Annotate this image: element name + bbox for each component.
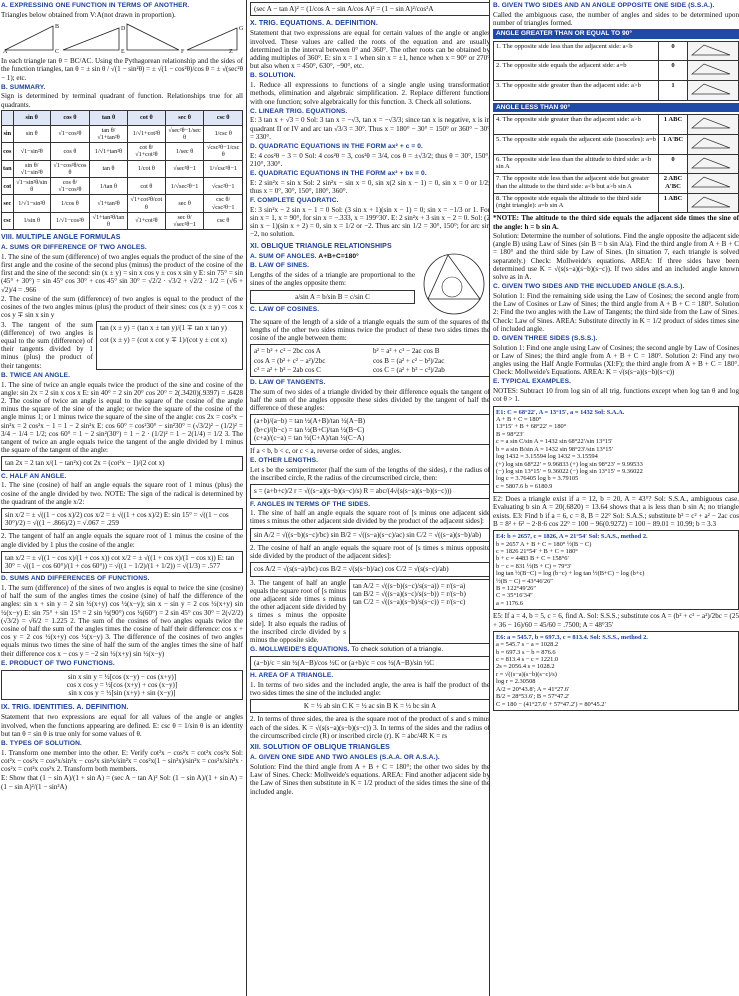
table-row <box>2 177 243 194</box>
table-row <box>494 115 739 135</box>
formula: b² = a² + c² − 2ac cos B <box>373 347 440 356</box>
table-row <box>2 212 243 229</box>
case-figure <box>688 193 739 213</box>
product-formulas <box>1 670 243 701</box>
table-header-cell <box>2 110 14 125</box>
example-line: b = a sin B/sin A = 1432 sin 98°23′/sin 13°15′ <box>496 445 614 453</box>
table-header-cell: sin θ <box>13 110 50 125</box>
table-cell: √1−cos²θ/cos θ <box>50 160 89 177</box>
table-row <box>494 193 739 213</box>
section-text: If a < b, b < c, or c < a, reverse order of sides, angles. <box>250 447 402 456</box>
solution-count: 0 <box>659 41 688 61</box>
example-line: log 1432 = 3.15594 log 1432 = 3.15594 <box>496 453 598 461</box>
subsection-title <box>250 253 415 261</box>
case-description: 3. The opposite side greater than the adjacent side: a>b <box>494 81 659 101</box>
subsection-title: F. COMPLETE QUADRATIC. <box>250 197 339 205</box>
section-text: E2: Does a triangle exist if a = 12, b = 20, A = 43°? Sol: S.S.A., ambiguous case. Evaluating b sin A = 20(.6820) = 13.64 shows that a is less than b sin A; no triangle exists. E3: Find b if a = 6, c = 8, B = 22° Sol: S.A.S.; substitute b² = c² + a² − 2ac cos B = 8² + 6² − 2·8·6 cos 22° = 100 − 96(0.9272) = 100 − 89.01 = 10.99; b = 3.3 <box>493 495 739 528</box>
section-title: XII. SOLUTION OF OBLIQUE TRIANGLES <box>250 744 390 752</box>
subsection-title: B. GIVEN TWO SIDES AND AN ANGLE OPPOSITE ONE SIDE (S.S.A.). <box>493 2 715 9</box>
table-cell: cos θ/√1−cos²θ <box>50 177 89 194</box>
section-text: 1. The sine of twice an angle equals twice the product of the sine and cosine of the angle: sin 2x = 2 sin x cos x E: sin 40° = 2 sin 20° cos 20° = 2(.3420)(.9397) = .6428 2. The cosine of twice an angle is equal to the square of the cosine of the angle minus the square of the sine of the angle; or twice the square of the cosine of the angle minus 1; or 1 minus twice the square of the sine of the angle: cos 2x = cos²x − sin²x = 2 cos²x − 1 = 1 − 2 sin²x E: cos 60° = cos²30° − sin²30° = (√3/2)² − (1/2)² = 3/4 − 1/4 = 1/2; cos 60° = 1 − 2 sin²(30°) = 1 − 2 · (1/2)² = 1 − 2(1/4) = 1/2 3. The tangent of twice an angle equals twice the tangent of the angle divided by 1 minus the square of the tangent of the angle: <box>1 380 243 455</box>
section-text: 1. Reduce all expressions to functions of a single angle using transformation methods, elimination and algebraic simplification. 2. Replace different functions with one function; solve algebraically for this function. 3. Check all solutions. <box>250 81 490 106</box>
example-line: a = 1176.6 <box>496 599 523 607</box>
example-line: C = 35°16′34″ <box>496 592 533 600</box>
section-text: 2. The cosine of half an angle equals the square root of [s times s minus opposite side divided by the product of the adjacent sides]: <box>250 543 490 561</box>
case-description: 1. The opposite side less than the adjacent side: a<b <box>494 41 659 61</box>
table-cell: cos <box>2 143 14 160</box>
section-text: E: 2 sin²x = sin x Sol: 2 sin²x − sin x = 0, sin x(2 sin x − 1) = 0, sin x = 0 or 1/2; thus x = 0°, 30°, 150°, 180°, 360°. <box>250 178 490 195</box>
table-row <box>494 41 739 61</box>
example-e6 <box>493 631 739 711</box>
case-figure <box>688 41 739 61</box>
table-cell: csc θ <box>204 212 243 229</box>
table-cell: cot θ <box>127 177 165 194</box>
subsection-title: B. SOLUTION. <box>250 72 296 80</box>
section-text: 2. The cosine of the sum (difference) of two angles is equal to the product of the cosines of the two angles minus (plus) the product of their sines: cos (x ± y) = cos x cos y ∓ sin x sin y <box>1 294 243 320</box>
table-row <box>494 174 739 194</box>
table-cell: sec <box>2 195 14 212</box>
table-row <box>494 61 739 81</box>
formula: K = ½ ab sin C K = ½ ac sin B K = ½ bc sin A <box>250 699 490 713</box>
section-text: 3. The tangent of half an angle equals the square root of [s minus one adjacent side times s minus the other adjacent side divided by s times s minus the opposite side]. It also equals the radius of the inscribed circle divided by s minus the opposite side. <box>250 578 346 645</box>
section-text: E: 3 tan x + √3 = 0 Sol: 3 tan x = −√3, tan x = −√3/3; since tan x is negative, x is in quadrant II or IV and arc tan √3/3 = 30°. Thus x = 180° − 30° = 150° or 360° − 30° = 330°. <box>250 116 490 141</box>
example-line: (+) log sin 68°22′ = 9.96833 (+) log sin 98°23′ = 9.99533 <box>496 460 643 468</box>
example-header: E1: C = 68°22′, A = 13°15′, a = 1432 Sol: S.A.A. <box>496 408 625 416</box>
section-title <box>1 704 243 712</box>
formula: sin x cos y = ½[sin (x+y) + sin (x−y)] <box>68 689 176 697</box>
table-cell: cot θ/√1+cot²θ <box>127 143 165 160</box>
table-cell: sin θ/√1−sin²θ <box>13 160 50 177</box>
subsection-title: D. GIVEN THREE SIDES (S.S.S.). <box>493 334 598 342</box>
formula: (sec A − tan A)² = (1/cos A − sin A/cos A)² = (1 − sin A)²/cos²A <box>250 2 490 16</box>
section-text: E: 4 cos²θ − 3 = 0 Sol: 4 cos²θ = 3, cos²θ = 3/4, cos θ = ±√3/2; thus θ = 30°, 150°, 210°, 330°. <box>250 151 490 168</box>
tri-label: Z <box>229 48 233 55</box>
tri-label: C <box>55 48 60 55</box>
formula: a² = b² + c² − 2bc cos A <box>254 347 321 356</box>
subsection-title: E. QUADRATIC EQUATIONS IN THE FORM ax² + bx = 0. <box>250 170 427 178</box>
subsection-title-text: G. MOLLWEIDE'S EQUATIONS. <box>250 646 350 654</box>
section-text: 1. Transform one member into the other. E: Verify cot²x − cos²x = cot²x cos²x Sol: cot²x − cos²x = cos²x/sin²x − cos²x sin²x/sin²x = cos²x(1 − sin²x)/sin²x = cos²x/sin²x · cos²x = cot²x cos²x 2. Transform both members. <box>1 748 243 774</box>
function-triangles-diagram <box>1 20 244 55</box>
formula: c² = a² + b² − 2ab cos C <box>254 365 321 374</box>
subsection-title: F. ANGLES IN TERMS OF THE SIDES. <box>250 500 371 508</box>
solution-count: 1 ABC <box>659 115 688 135</box>
section-text: 2. In terms of three sides, the area is the square root of the product of s and s minus each of the sides. K = √(s(s−a)(s−b)(s−c)) 3. In terms of the sides and the radius of the circumscribed circle (R) or inscribed circle (r). K = abc/4R K = rs <box>250 715 490 740</box>
section-text: 1. The sine of half an angle equals the square root of [s minus one adjacent side times s minus the other adjacent side divided by the product of the adjacent sides]: <box>250 509 490 526</box>
example-line: a = 545.7 s − a = 1028.2 <box>496 641 559 649</box>
tri-label: F <box>181 48 185 55</box>
subsection-title: E. TYPICAL EXAMPLES. <box>493 378 572 386</box>
table-cell: 1/cos θ <box>50 195 89 212</box>
solution-count: 2 ABC A'BC <box>659 174 688 194</box>
example-line: log c = 3.76405 log b = 3.79105 <box>496 475 579 483</box>
case-figure <box>688 154 739 174</box>
subsection-title: D. SUMS AND DIFFERENCES OF FUNCTIONS. <box>1 575 150 583</box>
ambiguous-case-table-2 <box>493 114 739 213</box>
note-text: *NOTE: The altitude to the third side equals the adjacent side times the sine of the angle: h = b sin A. <box>493 214 739 231</box>
section-text: Let s be the semiperimeter (half the sum of the lengths of the sides), r the radius of the inscribed circle, R the radius of the circumscribed circle, then: <box>250 465 490 483</box>
table-cell: tan θ/√1+tan²θ <box>90 125 128 142</box>
section-text: Solution: Find the third angle from A + B + C = 180°; the other two sides by the Law of Sines. Check: Mollweide's equations. AREA: Find another adjacent side by the Law of Sines then substitute in K = 1/2 product of the sides times the sine of the included angle. <box>250 762 490 796</box>
example-lines <box>496 541 736 608</box>
section-text: In each triangle tan θ = BC/AC. Using the Pythagorean relationship and the sides of the function triangles, tan θ = ± sin θ / √(1 − sin²θ) = ± √(1 − cos²θ)/cos θ = ± √(sec²θ − 1); etc. <box>1 57 243 82</box>
case-figure <box>688 81 739 101</box>
solution-count: 1 <box>659 81 688 101</box>
column-2 <box>246 0 490 996</box>
example-lines <box>496 416 736 490</box>
table-cell: sin θ <box>13 125 50 142</box>
example-line: (−) log sin 13°15′ = 9.36022 (−) log sin 13°15′ = 9.36022 <box>496 467 643 475</box>
section-text: Statement that two expressions are equal for all values of the angle or angles involved, when the functions appearing are defined. E: csc θ = 1/sin θ is an identity but tan θ = sin θ is true only for some values of θ. <box>1 713 243 738</box>
table-row <box>2 143 243 160</box>
solution-count: 1 ABC <box>659 193 688 213</box>
case-figure <box>688 174 739 194</box>
example-lines <box>496 641 736 708</box>
table-row <box>494 134 739 154</box>
section-text: Called the ambiguous case, the number of angles and sides to be determined upon number of triangles formed. <box>493 10 739 27</box>
subsection-title: A. DEFINITION. <box>325 20 378 28</box>
table-cell: √1−sin²θ <box>13 143 50 160</box>
table-cell: √1+tan²θ <box>90 195 128 212</box>
ambiguous-case-table-1 <box>493 41 739 101</box>
table-cell: 1/sin θ <box>13 212 50 229</box>
circumscribed-triangle-diagram <box>418 251 490 317</box>
example-line: ½(B − C) = 43°46′26″ <box>496 577 553 585</box>
example-line: 2s = 2056.4 s = 1028.2 <box>496 663 555 671</box>
table-cell: √sec²θ−1 <box>165 160 204 177</box>
example-line: c = a sin C/sin A = 1432 sin 68°22′/sin 13°15′ <box>496 438 613 446</box>
table-cell: csc θ/√csc²θ−1 <box>204 195 243 212</box>
subsection-title: E. OTHER LENGTHS. <box>250 457 319 465</box>
example-line: c = 1826 21°54′ + B + C = 180° <box>496 547 578 555</box>
example-line: 13°15′ + B + 68°22′ = 180° <box>496 423 567 431</box>
table-header-cell: csc θ <box>204 110 243 125</box>
half-tangent-block <box>250 579 490 645</box>
table-cell: 1/√1+tan²θ <box>90 143 128 160</box>
section-text: 1. The sine of the sum (difference) of two angles equals the product of the sine of the first angle and the cosine of the second plus (minus) the product of the cosine of the first and the sine of the second: sin (x ± y) = sin x cos y ± cos x sin y E: sin 75° = sin (45° + 30°) = sin 45° cos 30° + cos 45° sin 30° = √2/2 · √3/2 + √2/2 · 1/2 = (√6 + √2)/4 = .966 <box>1 252 243 294</box>
section-text: 1. In terms of two sides and the included angle, the area is half the product of the two sides times the sine of the included angle: <box>250 680 490 697</box>
example-line: c = 5807.6 b = 6180.9 <box>496 482 553 490</box>
table-cell: 1/cot θ <box>127 160 165 177</box>
section-title: VIII. MULTIPLE ANGLE FORMULAS <box>1 234 121 242</box>
tri-label: E <box>121 48 125 55</box>
section-title-text: IX. TRIG. IDENTITIES. <box>1 704 75 712</box>
table-row <box>2 160 243 177</box>
table-cell: √1+cot²θ <box>127 212 165 229</box>
subsection-title: H. AREA OF A TRIANGLE. <box>250 672 334 680</box>
example-header: E6: a = 545.7, b = 697.3, c = 813.4. Sol: S.S.S., method 2. <box>496 633 648 641</box>
section-text: The sum of two sides of a triangle divided by their difference equals the tangent of half the sum of the angles opposite these sides divided by the tangent of half the difference of these angles: <box>250 387 490 413</box>
subsection-title: B. LAW OF SINES. <box>250 262 310 270</box>
tri-label: B <box>55 23 60 30</box>
column-1 <box>1 0 243 996</box>
example-line: C = 180 − (41°27.6′ + 57°47.2′) = 80°45.2′ <box>496 700 606 708</box>
table-row <box>2 195 243 212</box>
formula: cos A/2 = √(s(s−a)/bc) cos B/2 = √(s(s−b)/ac) cos C/2 = √(s(s−c)/ab) <box>250 562 490 576</box>
formula: sin x sin y = ½[cos (x−y) − cos (x+y)] <box>67 672 177 681</box>
table-cell: √sec²θ−1/sec θ <box>165 125 204 142</box>
formula: cos B = (a² + c² − b²)/2ac <box>373 356 445 365</box>
case-figure <box>688 61 739 81</box>
formula: tan A/2 = √((s−b)(s−c)/s(s−a)) = r/(s−a) <box>353 581 466 590</box>
formula: cot (x ± y) = (cot x cot y ∓ 1)/(cot y ± cot x) <box>99 335 227 344</box>
example-line: c = 813.4 s − c = 1221.0 <box>496 656 559 663</box>
table-row <box>2 125 243 142</box>
formula: tan 2x = 2 tan x/(1 − tan²x) cot 2x = (cot²x − 1)/(2 cot x) <box>1 456 243 470</box>
solution-count: 0 <box>659 154 688 174</box>
table-row <box>494 81 739 101</box>
subsection-title: B. TYPES OF SOLUTION. <box>1 739 82 747</box>
formula: cos x cos y = ½[cos (x+y) + cos (x−y)] <box>66 680 178 689</box>
table-header-cell: sec θ <box>165 110 204 125</box>
formula: cos C = (a² + b² − c²)/2ab <box>373 365 445 374</box>
table-cell: sin <box>2 125 14 142</box>
formula: (b+c)/(b−c) = tan ½(B+C)/tan ½(B−C) <box>254 425 365 434</box>
formula: tan (x ± y) = (tan x ± tan y)/(1 ∓ tan x tan y) <box>99 323 227 332</box>
section-text: Statement that two expressions are equal for certain values of the angle or angles involved. These values are called the roots of the equation and are usually determined in the interval between 0° and 360°. The other roots can be obtained by adding multiples of 360°. E: sin x = 1 when sin x = ±1, hence when x = 90° or 270° but also when x = 450°, 630°, −90°, etc. <box>250 29 490 71</box>
section-text: Solution 1: Find the remaining side using the Law of Cosines; the second angle from the Law of Cosines or Law of Sines; the third angle from A + B + C = 180°. Solution 2: Find the two angles with the Law of Tangents; the third side from the Law of Sines. Check: Law of Sines. AREA: Substitute directly in K = 1/2 product of sides times sine of included angle. <box>493 291 739 333</box>
table-cell: 1/csc θ <box>204 125 243 142</box>
formula: sin A/2 = √((s−b)(s−c)/bc) sin B/2 = √((s−a)(s−c)/ac) sin C/2 = √((s−a)(s−b)/ab) <box>250 528 490 542</box>
section-title-text: X. TRIG. EQUATIONS. <box>250 20 325 28</box>
example-line: b + c = 4483 B + C = 158°6′ <box>496 555 569 563</box>
case-description: 2. The opposite side equals the adjacent side: a=b <box>494 61 659 81</box>
section-text: 1. The sine (cosine) of half an angle equals the square root of 1 minus (plus) the cosine of the angle divided by two. NOTE: The sign of the radical is determined by the quadrant of the angle x/2: <box>1 481 243 506</box>
case-description: 5. The opposite side equals the adjacent side (isosceles): a=b <box>494 134 659 154</box>
tri-label: A <box>3 48 8 55</box>
subsection-title: C. LAW OF COSINES. <box>250 305 320 313</box>
example-line: log tan ½(B−C) = log (b−c) + log tan ½(B+C) − log (b+c) <box>496 570 645 578</box>
case-description: 4. The opposite side greater than the adjacent side: a>b <box>494 115 659 135</box>
example-line: B/2 = 28°53.6′; B = 57°47.2′ <box>496 693 570 701</box>
table-cell: √1−sin²θ/sin θ <box>13 177 50 194</box>
example-header: E4: b = 2657, c = 1826, A = 21°54′ Sol: S.A.S., method 2. <box>496 533 648 541</box>
section-text: NOTES: Subtract 10 from log sin of all trig. functions except when log tan θ and log cot θ > 1. <box>493 387 739 404</box>
section-text: Lengths of the sides of a triangle are proportional to the sines of the angles opposite them: <box>250 271 415 288</box>
section-text: 1. The sum (difference) of the sines of two angles is equal to twice the sine (cosine) of half the sum of the angles times the cosine (sine) of half the difference of the angles: sin x + sin y = 2 sin ½(x+y) cos ½(x−y); sin x − sin y = 2 cos ½(x+y) sin ½(x−y) E: sin 75° + sin 15° = 2 sin ½(90°) cos ½(60°) = 2 sin 45° cos 30° = 2(√2/2)(√3/2) = √6/2 = 1.225 2. The sum of the cosines of two angles equals twice the cosine of half the sum of the angles times the cosine of half their difference: cos x + cos y = 2 cos ½(x+y) cos ½(x−y) 3. The difference of the cosines of two angles equals minus two times the sine of half the sum of the angles times the sine of half their difference cos x − cos y = −2 sin ½(x+y) sin ½(x−y) <box>1 583 243 658</box>
case-description: 7. The opposite side less than the adjacent side but greater than the altitude to the third side: a<b but a>b sin A <box>494 174 659 194</box>
subsection-title: A. SUMS OR DIFFERENCE OF TWO ANGLES. <box>1 244 147 252</box>
table-cell: 1/√1−sin²θ <box>13 195 50 212</box>
table-header-cell: cot θ <box>127 110 165 125</box>
table-cell: √csc²θ−1/csc θ <box>204 143 243 160</box>
case-figure <box>688 115 739 135</box>
subsection-title: D. QUADRATIC EQUATIONS IN THE FORM ax² + c = 0. <box>250 143 423 151</box>
case-description: 6. The opposite side less than the altitude to third side: a<b sin A <box>494 154 659 174</box>
formula: cos A = (b² + c² − a²)/2bc <box>254 356 326 365</box>
solution-count: 0 <box>659 61 688 81</box>
subsection-title: C. LINEAR TRIG. EQUATIONS. <box>250 107 348 115</box>
table-cell: csc <box>2 212 14 229</box>
subsection-title: A. GIVEN ONE SIDE AND TWO ANGLES (S.A.A. OR A.S.A.). <box>250 754 440 762</box>
formula: A+B+C=180° <box>318 252 359 260</box>
table-cell: √1+cot²θ/cot θ <box>127 195 165 212</box>
example-e4 <box>493 530 739 610</box>
formula: tan x/2 = ± √((1 − cos x)/(1 + cos x)) cot x/2 = ± √((1 + cos x)/(1 − cos x)) E: tan 30° = √((1 − cos 60°)/(1 + cos 60°)) = √((1 − 1/2)/(1 + 1/2)) = √(1/3) = .577 <box>1 551 243 573</box>
subsection-title: B. TWICE AN ANGLE. <box>1 371 71 379</box>
section-text: 3. The tangent of the sum (difference) of two angles is equal to the sum (difference) of their tangents divided by 1 minus (plus) the product of their tangents: <box>1 320 93 370</box>
table-cell: 1/√1+cot²θ <box>127 125 165 142</box>
table-cell: tan <box>2 160 14 177</box>
example-line: A/2 = 20°43.8′; A = 41°27.6′ <box>496 685 570 693</box>
sum-of-angles-block <box>250 251 490 317</box>
solution-count: 1 A'BC <box>659 134 688 154</box>
example-line: b = 697.3 s − b = 876.6 <box>496 648 556 656</box>
formula: sin x/2 = ± √((1 − cos x)/2) cos x/2 = ± √((1 + cos x)/2) E: sin 15° = √((1 − cos 30°)/2) = √((1 − .866)/2) = √.067 = .259 <box>1 508 243 530</box>
table-header-bar: ANGLE LESS THAN 90° <box>493 103 739 113</box>
example-e1 <box>493 406 739 494</box>
section-text: Solution 1: Find one angle using Law of Cosines; the second angle by Law of Cosines or Law of Sines; the third angle from A + B + C = 180°. Solution 2: Find any two angles using the Half Angle Formulas (XI:F); the third angle from A + B + C = 180°. Check: Mollweide's Equations. AREA: K = √(s(s−a)(s−b)(s−c)) <box>493 343 739 377</box>
section-text: 2. The tangent of half an angle equals the square root of 1 minus the cosine of the angle divided by 1 plus the cosine of the angle: <box>1 532 243 549</box>
section-text: E: 3 sin²x − 2 sin x − 1 = 0 Sol: (3 sin x + 1)(sin x − 1) = 0; sin x = −1/3 or 1. For sin x = 1, x = 90°, for sin x = −.333, x = 199°30′. E: 2 sin²x + 3 sin x − 2 = 0. Sol: (2 sin x − 1)(sin x + 2) = 0, sin x = 1/2 or −2. Thus arc sin 1/2 = 30°, 150°; for arc sin −2, no solution. <box>250 205 490 239</box>
column-3 <box>489 0 739 996</box>
formula: s = (a+b+c)/2 r = √((s−a)(s−b)(s−c)/s) R = abc/(4√(s(s−a)(s−b)(s−c))) <box>250 484 490 498</box>
example-line: A + B + C = 180° <box>496 415 542 423</box>
table-cell: √1−cos²θ <box>50 125 89 142</box>
section-text: To check solution of a triangle. <box>351 646 444 654</box>
law-of-tangents <box>250 414 490 445</box>
example-line: log r = 2.30508 <box>496 678 536 686</box>
table-header-cell: tan θ <box>90 110 128 125</box>
table-cell: 1/√sec²θ−1 <box>165 177 204 194</box>
section-title: XI. OBLIQUE TRIANGLE RELATIONSHIPS <box>250 242 392 250</box>
table-cell: 1/√csc²θ−1 <box>204 160 243 177</box>
table-row <box>494 154 739 174</box>
subsection-title-text: A. SUM OF ANGLES. <box>250 252 317 260</box>
section-title: B. SUMMARY. <box>1 83 46 91</box>
table-cell: sec θ <box>165 195 204 212</box>
formula: tan B/2 = √((s−a)(s−c)/s(s−b)) = r/(s−b) <box>353 589 466 598</box>
formula: a/sin A = b/sin B = c/sin C <box>250 290 415 304</box>
case-figure <box>688 134 739 154</box>
section-title <box>250 20 490 28</box>
table-cell: √csc²θ−1 <box>204 177 243 194</box>
formula: (c+a)/(c−a) = tan ½(C+A)/tan ½(C−A) <box>254 433 365 442</box>
example-line: r = √((s−a)(s−b)(s−c)/s) <box>496 670 557 678</box>
table-cell: 1/√1−cos²θ <box>50 212 89 229</box>
subsection-title: E. PRODUCT OF TWO FUNCTIONS. <box>1 659 115 667</box>
table-cell: 1/sec θ <box>165 143 204 160</box>
subsection-title <box>250 646 490 654</box>
subsection-title: D. LAW OF TANGENTS. <box>250 379 326 387</box>
table-cell: tan θ <box>90 160 128 177</box>
subsection-title: C. HALF AN ANGLE. <box>1 472 67 480</box>
subsection-title: C. GIVEN TWO SIDES AND THE INCLUDED ANGLE (S.A.S.). <box>493 283 685 291</box>
example-line: b = 2657 A + B + C = 180° ½(B − C) <box>496 540 592 548</box>
tri-label: G <box>239 25 244 32</box>
example-line: b − c = 831 ½(B + C) = 79°3′ <box>496 562 572 570</box>
function-relationship-table <box>1 110 243 230</box>
section-text: E: Show that (1 − sin A)/(1 + sin A) = (sec A − tan A)² Sol: (1 − sin A)/(1 + sin A) = (1 − sin A)²/(1 − sin²A) <box>1 774 243 791</box>
section-text: E5: If a = 4, b = 5, c = 6, find A. Sol: S.S.S.; substitute cos A = (b² + c² − a²)/2bc = (25 + 36 − 16)/60 = 45/60 = .7500; A = 48°35′ <box>493 612 739 629</box>
table-header-bar: ANGLE GREATER THAN OR EQUAL TO 90° <box>493 29 739 39</box>
table-cell: cos θ <box>50 143 89 160</box>
table-cell: √1+tan²θ/tan θ <box>90 212 128 229</box>
table-cell: 1/tan θ <box>90 177 128 194</box>
table-cell: sec θ/√sec²θ−1 <box>165 212 204 229</box>
law-of-cosines <box>250 344 490 377</box>
section-title: A. EXPRESSING ONE FUNCTION IN TERMS OF ANOTHER. <box>1 2 190 9</box>
example-line: B = 98°23′ <box>496 430 524 438</box>
formula: tan C/2 = √((s−a)(s−b)/s(s−c)) = r/(s−c) <box>353 597 466 606</box>
table-cell: cot <box>2 177 14 194</box>
section-text: Triangles below obtained from V:A(not drawn in proportion). <box>1 10 176 19</box>
tri-label: D <box>121 25 126 32</box>
section-text: Sign is determined by terminal quadrant of function. Relationships true for all quadrants. <box>1 92 243 109</box>
case-description: 8. The opposite side equals the altitude to the third side (right triangle): a=b sin A <box>494 193 659 213</box>
section-text: Solution: Determine the number of solutions. Find the angle opposite the adjacent side (angle B) using Law of Sines (sin B = b sin A/a). Find the third angle from A + B + C = 180° and the third side by Law of Sines. (In situation 7, each triangle is solved separately.) Check: Mollweide's equations. AREA: If three sides have been determined use K = √(s(s−a)(s−b)(s−c)). If two sides and an included angle known solve as in A. <box>493 231 739 282</box>
tangent-sum-block <box>1 321 243 370</box>
subsection-title: A. DEFINITION. <box>76 704 129 712</box>
example-line: B = 122°49′26″ <box>496 585 537 593</box>
formula: (a+b)/(a−b) = tan ½(A+B)/tan ½(A−B) <box>254 417 366 426</box>
formula: (a−b)/c = sin ½(A−B)/cos ½C or (a+b)/c = cos ½(A−B)/sin ½C <box>250 656 490 670</box>
table-header-cell: cos θ <box>50 110 89 125</box>
section-text: The square of the length of a side of a triangle equals the sum of the squares of the lengths of the other two sides minus twice the product of these two sides times the cosine of the angle between them: <box>250 317 490 343</box>
